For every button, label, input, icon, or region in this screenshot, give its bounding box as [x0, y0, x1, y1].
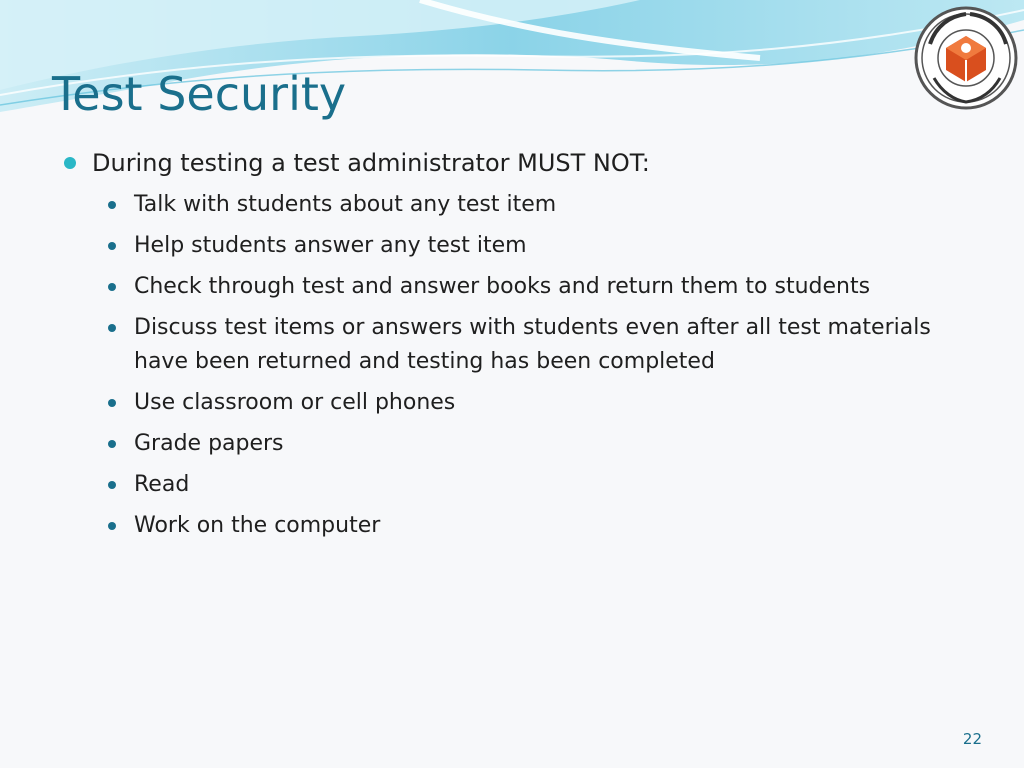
main-bullet-text: During testing a test administrator MUST NOT: [92, 149, 650, 177]
list-item: Talk with students about any test item [60, 188, 974, 222]
bullet-dot-icon [108, 242, 116, 250]
bullet-dot-icon [108, 440, 116, 448]
list-item: Grade papers [60, 427, 974, 461]
list-item: Help students answer any test item [60, 229, 974, 263]
list-item: Check through test and answer books and return them to students [60, 270, 974, 304]
bullet-dot-icon [108, 481, 116, 489]
bullet-dot-icon [108, 399, 116, 407]
bullet-dot-icon [108, 324, 116, 332]
slide-title: Test Security [52, 67, 347, 121]
sub-bullet-list [60, 188, 980, 543]
list-item: Read [60, 468, 974, 502]
list-item: Work on the computer [60, 509, 974, 543]
main-bullet [60, 146, 980, 180]
list-item: Discuss test items or answers with students even after all test materials have been returned and testing has been completed [60, 311, 974, 379]
bullet-dot-icon [64, 157, 76, 169]
page-number: 22 [962, 730, 982, 748]
bullet-dot-icon [108, 522, 116, 530]
list-item: Use classroom or cell phones [60, 386, 974, 420]
bullet-dot-icon [108, 201, 116, 209]
bullet-dot-icon [108, 283, 116, 291]
school-district-seal-icon [910, 4, 1022, 112]
slide-body [60, 146, 980, 550]
